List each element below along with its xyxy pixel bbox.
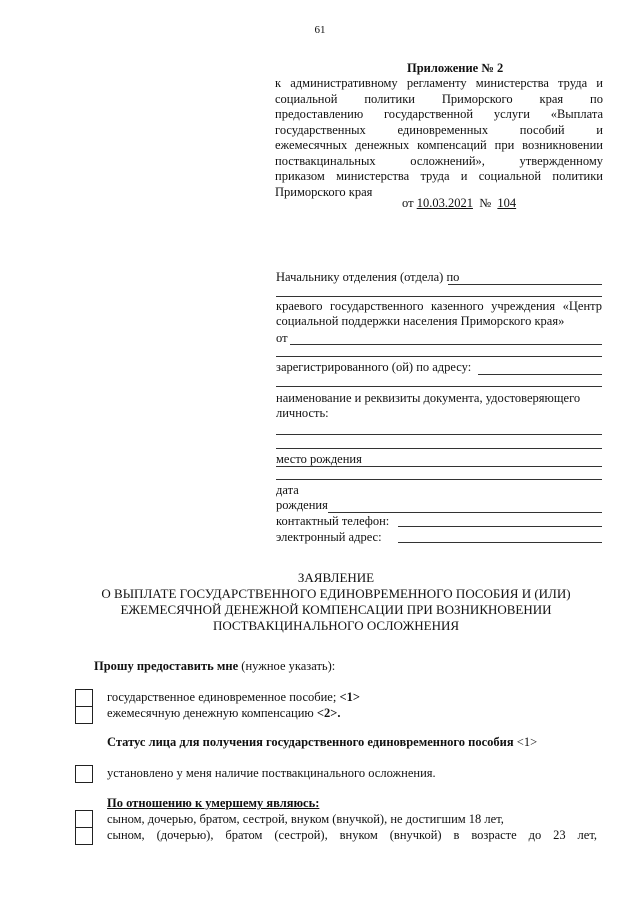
address-field-line[interactable]	[276, 386, 602, 387]
option-lump-sum-text	[107, 690, 360, 705]
status-checkbox[interactable]	[75, 765, 93, 783]
appendix-date-line	[402, 196, 516, 211]
option-lump-sum-label: государственное единовременное пособие;	[107, 690, 337, 704]
number-sign: №	[479, 196, 492, 210]
date-prefix: от	[402, 196, 414, 210]
birthdate-label-2: рождения	[276, 498, 328, 512]
document-field-line[interactable]	[276, 448, 602, 449]
status-heading	[107, 735, 537, 750]
option-monthly-checkbox[interactable]	[75, 706, 93, 724]
relation-option2-checkbox[interactable]	[75, 827, 93, 845]
appendix-line: поствакцинальных осложнений», утвержденному	[275, 153, 603, 168]
option-lump-sum-ref: <1>	[339, 690, 360, 704]
document-label: наименование и реквизиты документа, удостоверяющего личность:	[276, 391, 581, 420]
birthplace-label: место рождения	[276, 452, 362, 466]
birthdate-label: дата	[276, 483, 299, 497]
status-heading-text: Статус лица для получения государственного единовременного пособия	[107, 735, 514, 749]
statement-title	[0, 570, 640, 634]
relation-option2: сыном, (дочерью), братом (сестрой), внуком (внучкой) в возрасте до 23 лет,	[107, 828, 597, 842]
appendix-line: государственных единовременных пособий и	[275, 122, 603, 137]
birthdate-field[interactable]	[328, 512, 602, 513]
request-lead-note: (нужное указать):	[241, 659, 336, 673]
phone-field[interactable]	[398, 526, 602, 527]
appendix-title: Приложение № 2	[407, 61, 504, 75]
head-label: Начальнику отделения (отдела) по	[276, 270, 460, 284]
option-lump-sum-checkbox[interactable]	[75, 689, 93, 707]
appendix-line: предоставлению государственной услуги «Выплата	[275, 107, 603, 121]
institution-text: краевого государственного казенного учреждения «Центр социальной поддержки населения Приморского края»	[276, 299, 602, 328]
order-date: 10.03.2021	[416, 196, 473, 210]
from-field-line[interactable]	[276, 356, 602, 357]
option-monthly-ref: <2>.	[316, 706, 341, 720]
appendix-body	[275, 76, 603, 200]
relation-heading: По отношению к умершему являюсь:	[107, 796, 320, 810]
request-lead	[94, 659, 335, 674]
head-field[interactable]	[448, 284, 602, 285]
document-field-line[interactable]	[276, 434, 602, 435]
order-number: 104	[497, 196, 517, 210]
statement-title-line: ЕЖЕМЕСЯЧНОЙ ДЕНЕЖНОЙ КОМПЕНСАЦИИ ПРИ ВОЗНИКНОВЕНИИ	[120, 602, 552, 617]
page-number: 61	[314, 24, 326, 36]
relation-option1-checkbox[interactable]	[75, 810, 93, 828]
head-field-line[interactable]	[276, 296, 602, 297]
appendix-line: социальной политики Приморского края по	[275, 91, 603, 106]
request-lead-bold: Прошу предоставить мне	[94, 659, 239, 673]
appendix-line: ежемесячных денежных компенсаций при возникновении	[275, 138, 603, 152]
appendix-line: приказом министерства труда и социальной политики	[275, 169, 603, 183]
registered-label: зарегистрированного (ой) по адресу:	[276, 360, 472, 374]
birthplace-field-line[interactable]	[276, 479, 602, 480]
from-label: от	[276, 331, 288, 345]
from-field[interactable]	[290, 344, 602, 345]
email-field[interactable]	[398, 542, 602, 543]
option-monthly-text	[107, 706, 341, 721]
option-monthly-label: ежемесячную денежную компенсацию	[107, 706, 314, 720]
statement-title-line: ПОСТВАКЦИНАЛЬНОГО ОСЛОЖНЕНИЯ	[212, 618, 460, 633]
birthplace-field[interactable]	[276, 466, 602, 467]
phone-label: контактный телефон:	[276, 514, 390, 528]
statement-title-line: О ВЫПЛАТЕ ГОСУДАРСТВЕННОГО ЕДИНОВРЕМЕННОГО ПОСОБИЯ И (ИЛИ)	[101, 586, 571, 601]
relation-option1: сыном, дочерью, братом, сестрой, внуком (внучкой), не достигшим 18 лет,	[107, 812, 504, 826]
appendix-line: Приморского края	[275, 184, 373, 199]
statement-title-line: ЗАЯВЛЕНИЕ	[297, 570, 375, 585]
appendix-line: к административному регламенту министерства труда и	[275, 76, 603, 90]
email-label: электронный адрес:	[276, 530, 382, 544]
status-heading-ref: <1>	[516, 735, 538, 749]
address-field[interactable]	[478, 374, 602, 375]
status-option: установлено у меня наличие поствакцинального осложнения.	[107, 766, 436, 780]
